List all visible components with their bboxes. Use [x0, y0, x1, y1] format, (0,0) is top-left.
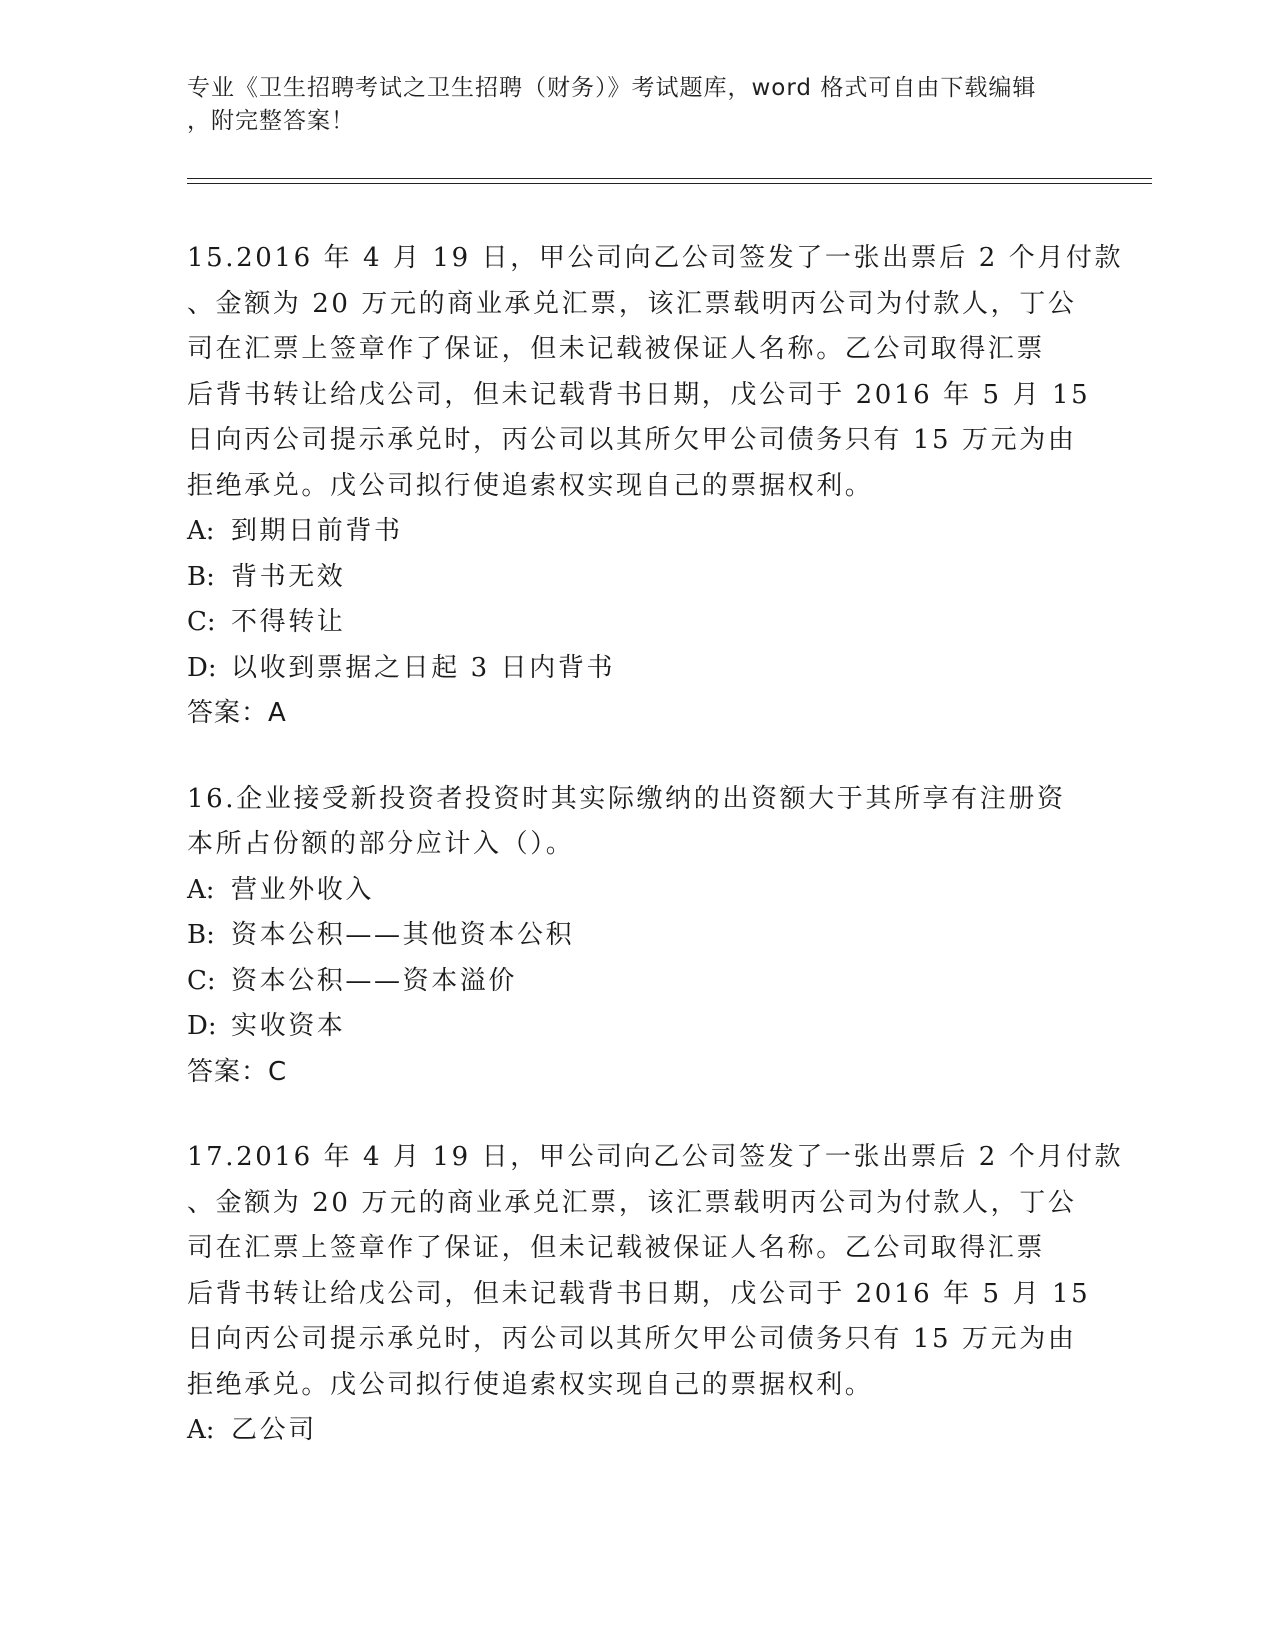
question-text-line: 15.2016 年 4 月 19 日，甲公司向乙公司签发了一张出票后 2 个月付款 [187, 243, 1124, 273]
option-key: B: [187, 561, 215, 592]
option-key: D: [187, 652, 217, 683]
option-a [187, 1408, 1087, 1454]
option-key: A: [187, 516, 215, 546]
question-text-line: 司在汇票上签章作了保证，但未记载被保证人名称。乙公司取得汇票 [187, 334, 1046, 364]
question-text-line: 本所占份额的部分应计入（）。 [187, 829, 575, 859]
answer-label: 答案：C [187, 1056, 288, 1087]
option-c [187, 600, 1087, 646]
option-key: A: [187, 874, 215, 905]
question-16 [187, 777, 1087, 1096]
question-list [187, 236, 1124, 1494]
option-text: 背书无效 [231, 561, 346, 592]
option-text: 到期日前背书 [231, 516, 403, 546]
question-text-line: 17.2016 年 4 月 19 日，甲公司向乙公司签发了一张出票后 2 个月付款 [187, 1142, 1124, 1172]
header-line: 专业《卫生招聘考试之卫生招聘（财务）》考试题库，word 格式可自由下载编辑 [187, 75, 1037, 101]
option-text: 不得转让 [231, 607, 346, 637]
question-text-line: 日向丙公司提示承兑时，丙公司以其所欠甲公司债务只有 15 万元为由 [187, 425, 1077, 455]
option-c [187, 959, 1087, 1005]
option-text: 营业外收入 [231, 874, 375, 905]
option-b [187, 913, 1087, 959]
option-a [187, 868, 1087, 914]
option-text: 乙公司 [231, 1415, 317, 1445]
question-17 [187, 1135, 1124, 1454]
option-key: C: [187, 965, 216, 996]
option-b [187, 555, 1087, 601]
question-text-line: 、金额为 20 万元的商业承兑汇票，该汇票载明丙公司为付款人，丁公 [187, 288, 1077, 319]
question-text-line: 后背书转让给戊公司，但未记载背书日期，戊公司于 2016 年 5 月 15 [187, 1278, 1091, 1309]
answer-label: 答案：A [187, 698, 287, 728]
option-key: C: [187, 607, 216, 637]
option-d [187, 646, 1087, 692]
option-text: 实收资本 [231, 1011, 346, 1041]
header-divider [187, 183, 1152, 184]
option-text: 资本公积——其他资本公积 [231, 920, 575, 950]
question-text-line: 日向丙公司提示承兑时，丙公司以其所欠甲公司债务只有 15 万元为由 [187, 1324, 1077, 1354]
option-key: B: [187, 920, 215, 950]
option-a [187, 509, 1087, 555]
option-d [187, 1004, 1087, 1050]
header-divider [187, 178, 1152, 179]
question-15 [187, 236, 1124, 737]
header-line: ，附完整答案！ [187, 108, 355, 134]
option-text: 资本公积——资本溢价 [231, 965, 518, 996]
option-key: D: [187, 1011, 217, 1041]
question-text-line: 16.企业接受新投资者投资时其实际缴纳的出资额大于其所享有注册资 [187, 783, 1066, 814]
question-text-line: 司在汇票上签章作了保证，但未记载被保证人名称。乙公司取得汇票 [187, 1233, 1046, 1263]
document-header [187, 72, 1067, 138]
question-text-line: 拒绝承兑。戊公司拟行使追索权实现自己的票据权利。 [187, 470, 874, 501]
question-text-line: 、金额为 20 万元的商业承兑汇票，该汇票载明丙公司为付款人，丁公 [187, 1187, 1077, 1218]
question-text-line: 拒绝承兑。戊公司拟行使追索权实现自己的票据权利。 [187, 1369, 874, 1400]
option-text: 以收到票据之日起 3 日内背书 [231, 652, 616, 683]
option-key: A: [187, 1415, 215, 1445]
question-text-line: 后背书转让给戊公司，但未记载背书日期，戊公司于 2016 年 5 月 15 [187, 379, 1091, 410]
